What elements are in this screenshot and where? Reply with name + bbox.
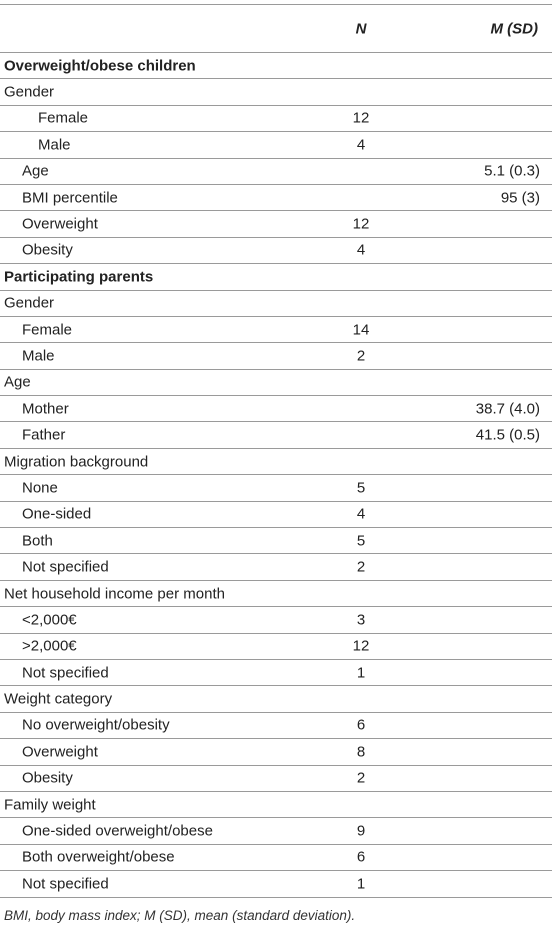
table-row — [0, 449, 552, 475]
cell-n: 2 — [356, 769, 366, 787]
cell-n: 8 — [356, 743, 366, 761]
cell-n: 5 — [356, 532, 366, 550]
cell-n: 12 — [352, 637, 370, 655]
table-row — [0, 871, 552, 897]
cell-n: 9 — [356, 822, 366, 840]
table-row — [0, 634, 552, 660]
row-label: Family weight — [4, 796, 96, 814]
row-label: Overweight — [22, 215, 98, 233]
table-row — [0, 502, 552, 528]
cell-n: 12 — [352, 109, 370, 127]
table-row — [0, 53, 552, 79]
table-row — [0, 554, 552, 580]
table-row — [0, 818, 552, 844]
table-row — [0, 422, 552, 448]
section-heading: Overweight/obese children — [4, 57, 196, 75]
cell-n: 6 — [356, 848, 366, 866]
row-label: Not specified — [22, 558, 109, 576]
table-row — [0, 396, 552, 422]
table-header-row — [0, 5, 552, 53]
table-row — [0, 132, 552, 158]
section-heading: Participating parents — [4, 268, 154, 286]
table-row — [0, 159, 552, 185]
table-row — [0, 528, 552, 554]
header-n: N — [355, 20, 367, 37]
row-label: Mother — [22, 400, 69, 418]
row-label: Obesity — [22, 769, 73, 787]
data-table — [0, 4, 552, 898]
row-label: Not specified — [22, 875, 109, 893]
table-row — [0, 211, 552, 237]
table-row — [0, 845, 552, 871]
row-label: Female — [22, 321, 73, 339]
row-label: Male — [22, 347, 55, 365]
table-row — [0, 739, 552, 765]
table-row — [0, 185, 552, 211]
cell-n: 3 — [356, 611, 366, 629]
row-label: <2,000€ — [22, 611, 77, 629]
table-body — [0, 53, 552, 898]
row-label: BMI percentile — [22, 189, 118, 207]
table-row — [0, 713, 552, 739]
cell-n: 14 — [352, 321, 370, 339]
row-label: No overweight/obesity — [22, 716, 170, 734]
cell-n: 1 — [356, 875, 366, 893]
table-row — [0, 581, 552, 607]
row-label: Overweight — [22, 743, 98, 761]
table-row — [0, 106, 552, 132]
table-row — [0, 79, 552, 105]
cell-msd: 5.1 (0.3) — [484, 162, 540, 180]
cell-msd: 95 (3) — [500, 189, 540, 207]
table-row — [0, 291, 552, 317]
row-label: None — [22, 479, 58, 497]
row-label: Migration background — [4, 453, 149, 471]
cell-n: 4 — [356, 241, 366, 259]
table-row — [0, 370, 552, 396]
row-label: Obesity — [22, 241, 73, 259]
row-label: One-sided — [22, 505, 92, 523]
row-label: Not specified — [22, 664, 109, 682]
cell-n: 12 — [352, 215, 370, 233]
table-footnote: BMI, body mass index; M (SD), mean (standard deviation). — [4, 908, 356, 923]
header-msd: M (SD) — [490, 20, 538, 37]
table-row — [0, 264, 552, 290]
table-row — [0, 792, 552, 818]
table-row — [0, 238, 552, 264]
cell-n: 4 — [356, 136, 366, 154]
table-row — [0, 686, 552, 712]
table-row — [0, 660, 552, 686]
cell-msd: 38.7 (4.0) — [475, 400, 540, 418]
table-row — [0, 475, 552, 501]
cell-n: 4 — [356, 505, 366, 523]
cell-msd: 41.5 (0.5) — [475, 426, 540, 444]
row-label: Both overweight/obese — [22, 848, 175, 866]
row-label: Weight category — [4, 690, 113, 708]
row-label: Female — [38, 109, 89, 127]
cell-n: 2 — [356, 347, 366, 365]
cell-n: 6 — [356, 716, 366, 734]
cell-n: 1 — [356, 664, 366, 682]
row-label: Male — [38, 136, 71, 154]
row-label: Age — [22, 162, 49, 180]
row-label: Age — [4, 373, 31, 391]
row-label: Gender — [4, 83, 55, 101]
row-label: Father — [22, 426, 66, 444]
cell-n: 5 — [356, 479, 366, 497]
row-label: Both — [22, 532, 53, 550]
table-row — [0, 766, 552, 792]
table-row — [0, 607, 552, 633]
row-label: Gender — [4, 294, 55, 312]
row-label: Net household income per month — [4, 585, 225, 602]
row-label: >2,000€ — [22, 637, 77, 655]
table-row — [0, 343, 552, 369]
cell-n: 2 — [356, 558, 366, 576]
table-row — [0, 317, 552, 343]
row-label: One-sided overweight/obese — [22, 822, 213, 840]
